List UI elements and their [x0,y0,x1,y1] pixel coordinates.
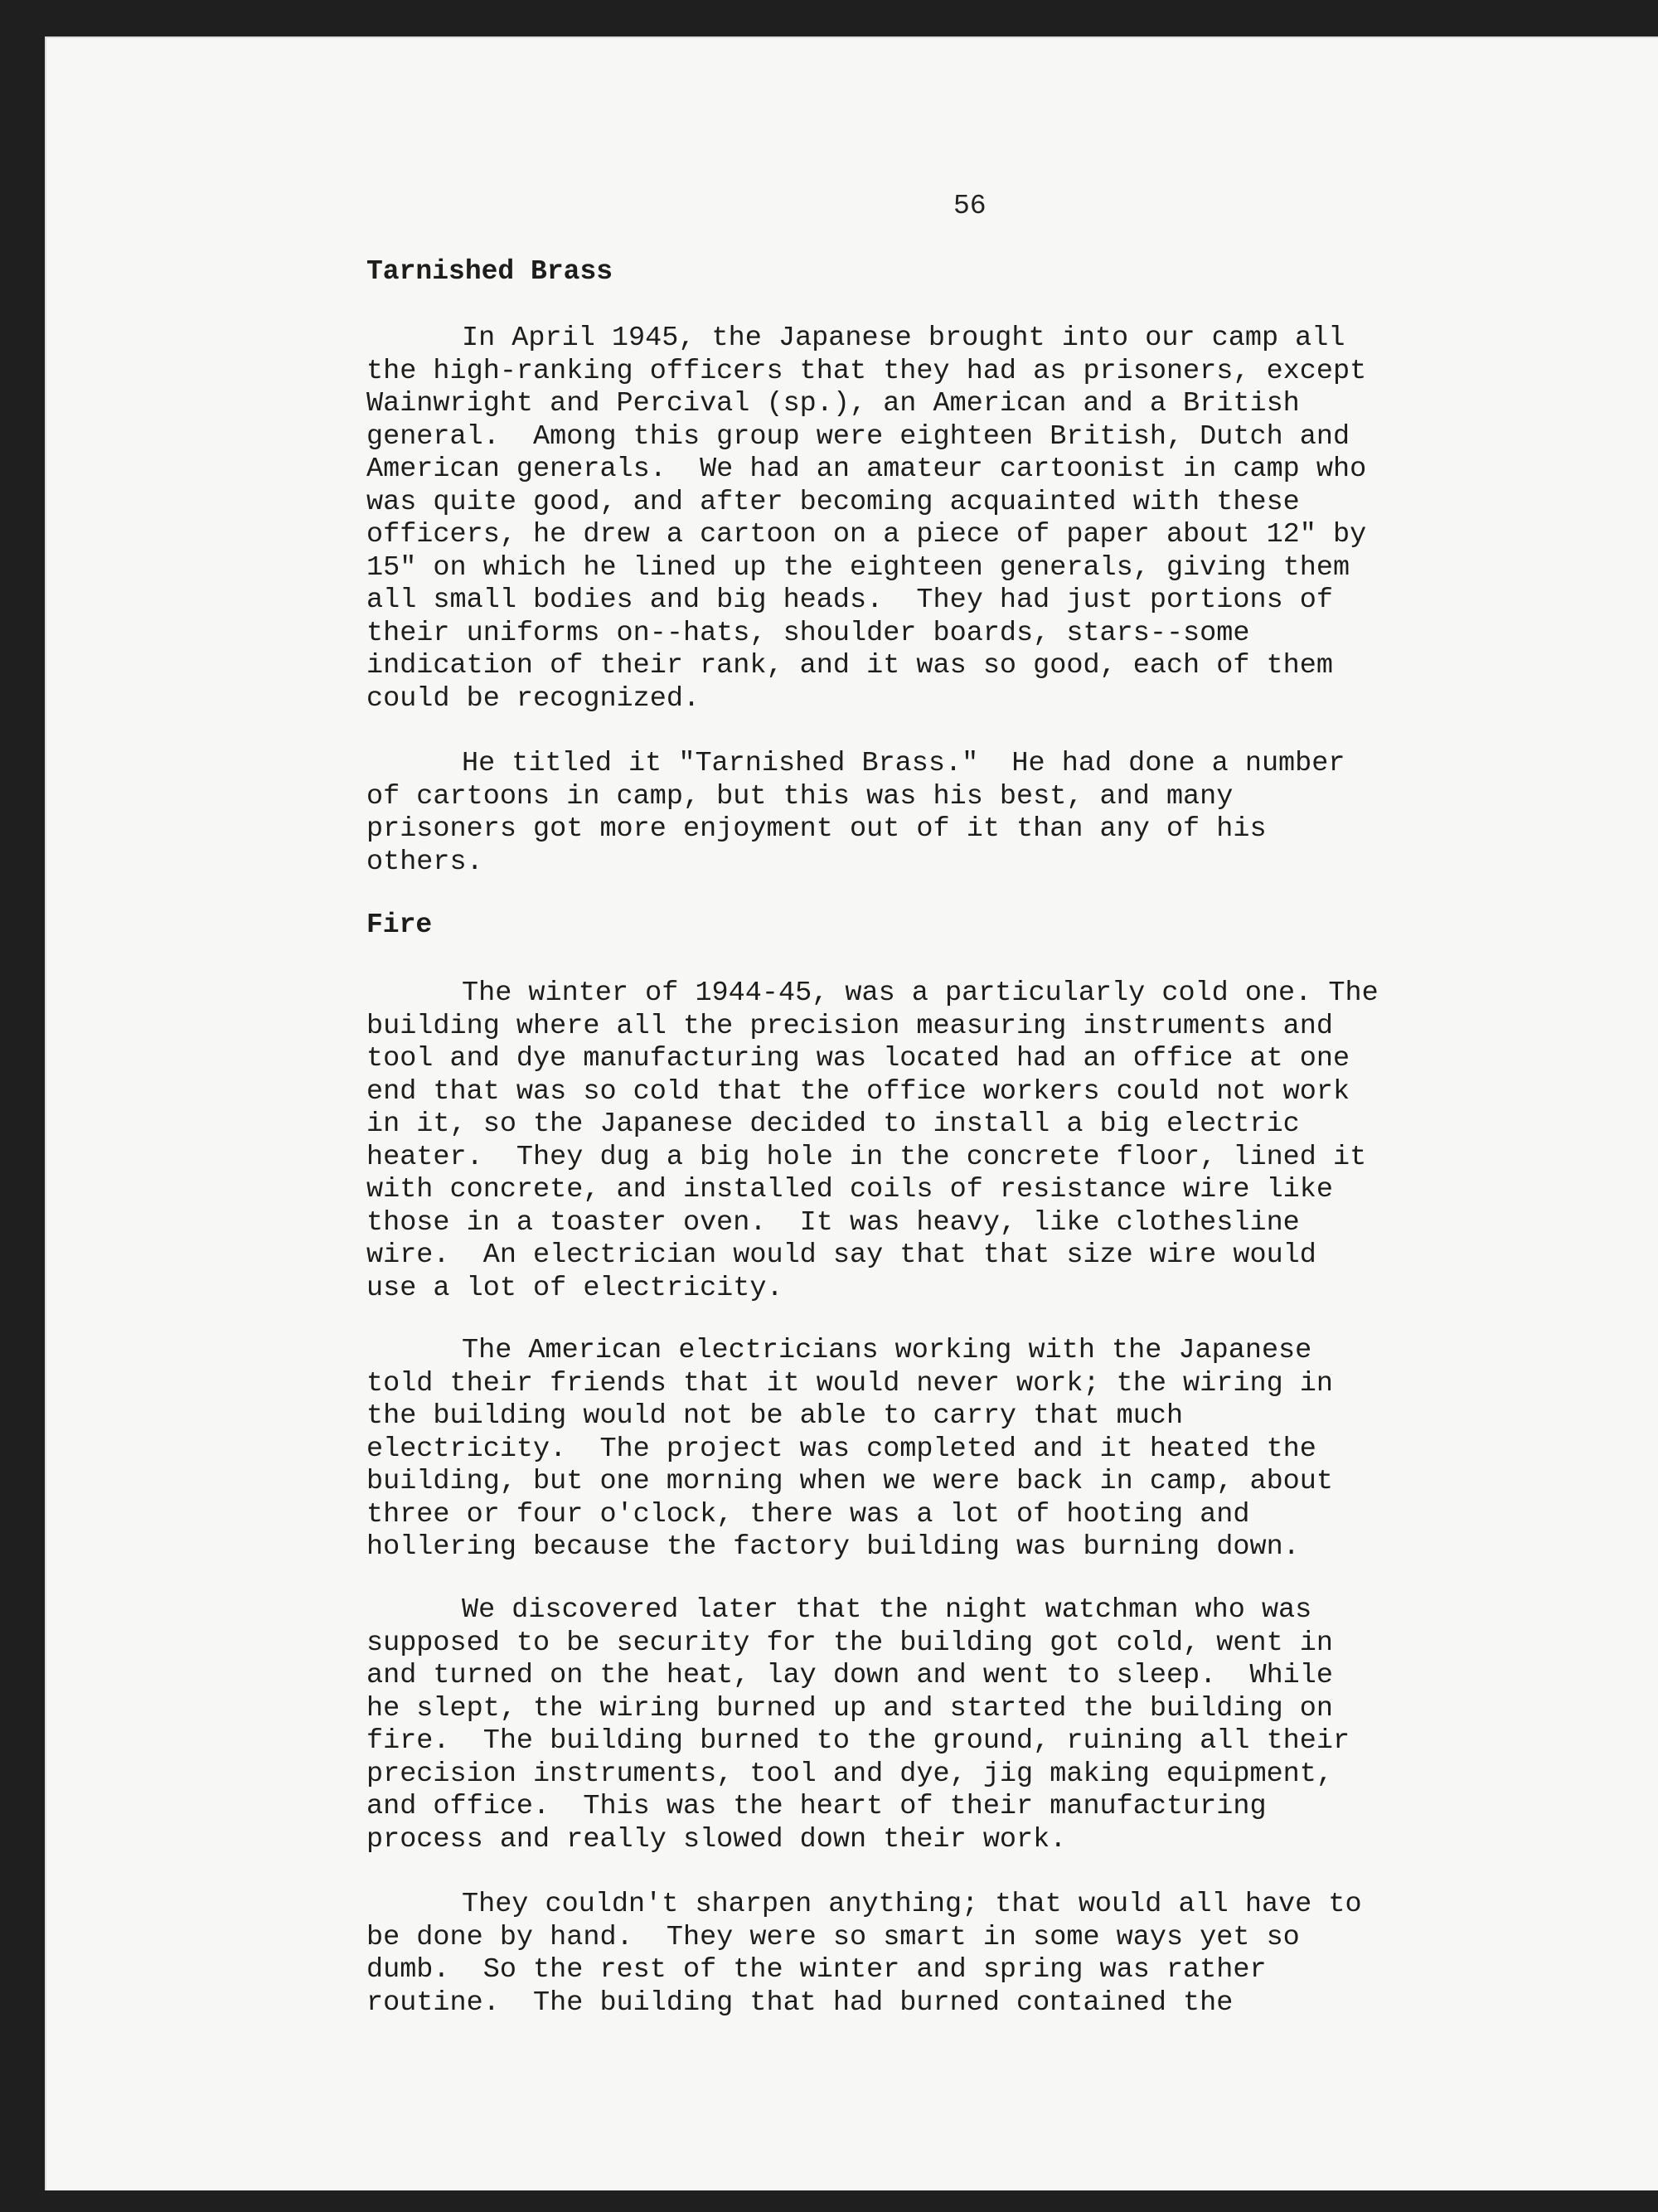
text-line: We discovered later that the night watchman who was [462,1594,1312,1626]
text-line: The American electricians working with the Japanese [462,1335,1312,1366]
text-line: Wainwright and Percival (sp.), an American and a British [366,388,1300,420]
text-line: those in a toaster oven. It was heavy, like clothesline [366,1206,1300,1239]
text-line: three or four o'clock, there was a lot of hooting and [366,1498,1250,1530]
section-heading: Fire [366,910,433,940]
text-line: was quite good, and after becoming acquainted with these [366,486,1300,518]
text-line: heater. They dug a big hole in the concrete floor, lined it [366,1141,1367,1173]
text-line: indication of their rank, and it was so good, each of them [366,650,1333,682]
paragraph [366,977,1544,1305]
text-line: fire. The building burned to the ground, ruining all their [366,1725,1350,1757]
text-line: precision instruments, tool and dye, jig making equipment, [366,1758,1333,1790]
document-page [45,36,1658,2190]
page-number: 56 [953,191,987,221]
text-line: with concrete, and installed coils of resistance wire like [366,1174,1333,1205]
text-line: use a lot of electricity. [366,1272,783,1304]
text-line: wire. An electrician would say that that size wire would [366,1239,1316,1271]
text-line: and office. This was the heart of their manufacturing [366,1791,1267,1822]
text-line: be done by hand. They were so smart in some ways yet so [366,1921,1300,1953]
text-line: and turned on the heat, lay down and went to sleep. While [366,1660,1333,1691]
text-line: building, but one morning when we were back in camp, about [366,1466,1333,1497]
text-line: officers, he drew a cartoon on a piece of paper about 12" by [366,519,1367,551]
text-line: In April 1945, the Japanese brought into our camp all [462,323,1345,354]
text-line: supposed to be security for the building got cold, went in [366,1627,1333,1659]
text-line: hollering because the factory building was burning down. [366,1531,1300,1563]
text-line: told their friends that it would never work; the wiring in [366,1367,1333,1399]
text-line: others. [366,846,483,878]
text-line: the high-ranking officers that they had as prisoners, except [366,355,1367,387]
text-line: They couldn't sharpen anything; that would all have to [462,1889,1362,1920]
paragraph [366,748,1544,879]
text-line: end that was so cold that the office workers could not work [366,1075,1350,1108]
section-heading: Tarnished Brass [366,256,613,287]
text-line: prisoners got more enjoyment out of it than any of his [366,813,1267,845]
text-line: 15" on which he lined up the eighteen generals, giving them [366,551,1350,584]
text-line: building where all the precision measuring instruments and [366,1010,1333,1042]
text-line: general. Among this group were eighteen British, Dutch and [366,420,1350,453]
text-line: process and really slowed down their work. [366,1823,1067,1855]
text-line: the building would not be able to carry that much [366,1400,1184,1432]
text-line: He titled it "Tarnished Brass." He had done a number [462,748,1345,779]
paragraph [366,1889,1544,2020]
text-line: he slept, the wiring burned up and started the building on [366,1692,1333,1724]
text-line: The winter of 1944-45, was a particularly cold one. The [462,977,1379,1009]
paragraph [366,1335,1544,1564]
text-line: of cartoons in camp, but this was his best, and many [366,780,1234,813]
paragraph [366,1594,1544,1856]
text-line: all small bodies and big heads. They had just portions of [366,585,1333,616]
paragraph [366,323,1544,716]
text-line: dumb. So the rest of the winter and spring was rather [366,1954,1267,1986]
text-line: their uniforms on--hats, shoulder boards, stars--some [366,617,1250,649]
text-line: could be recognized. [366,682,701,715]
text-line: tool and dye manufacturing was located had an office at one [366,1043,1350,1074]
text-line: in it, so the Japanese decided to install a big electric [366,1108,1300,1140]
text-line: American generals. We had an amateur cartoonist in camp who [366,454,1367,485]
text-line: electricity. The project was completed and it heated the [366,1433,1316,1465]
text-line: routine. The building that had burned contained the [366,1986,1234,2019]
